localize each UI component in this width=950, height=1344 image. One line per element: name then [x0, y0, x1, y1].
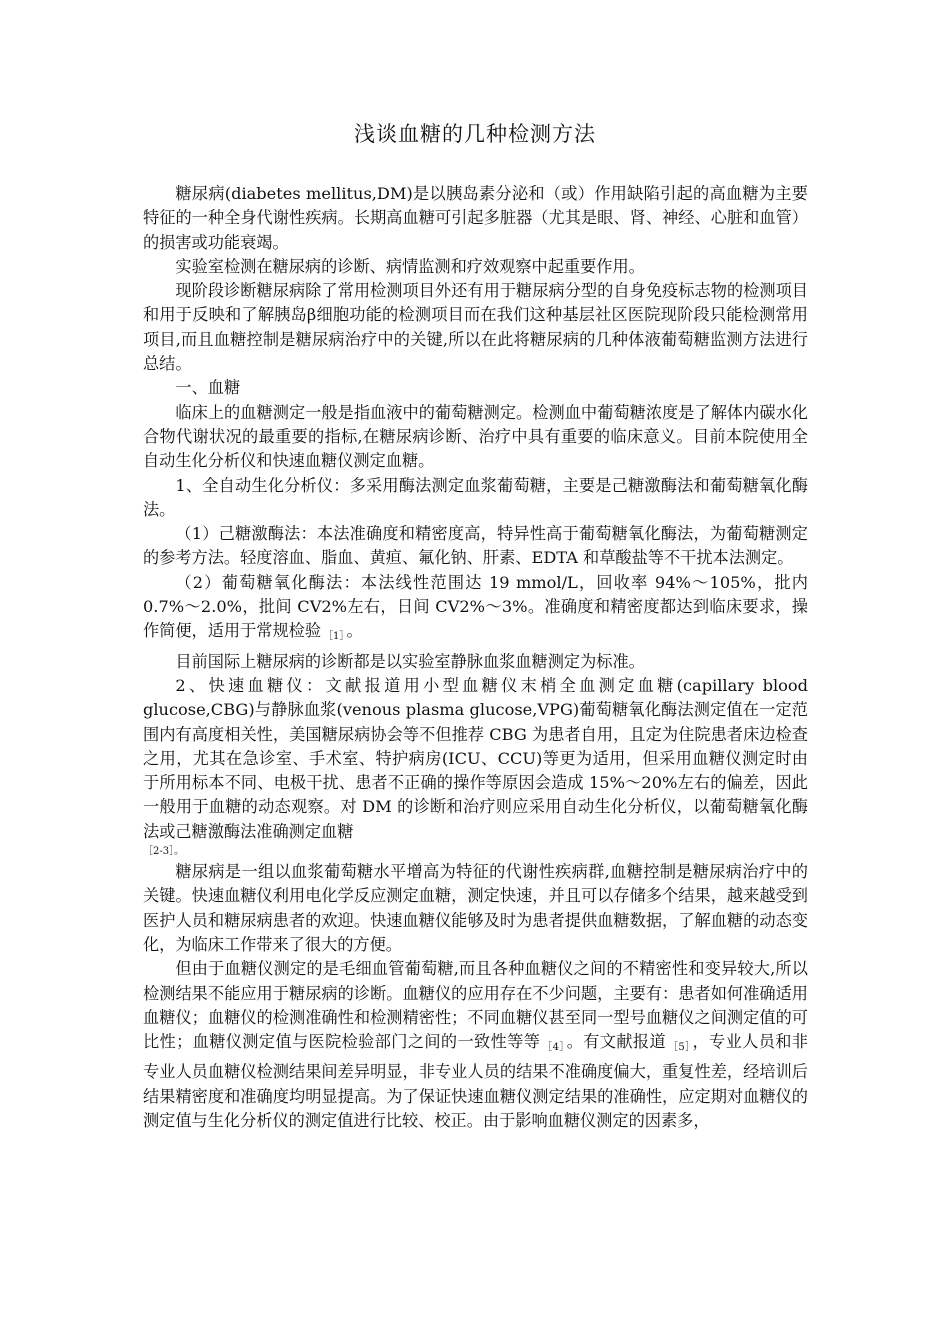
citation-ref: ［4］ [542, 1042, 565, 1054]
citation-ref: ［2-3］ [143, 846, 175, 858]
paragraph-hexokinase: （1）己糖激酶法：本法准确度和精密度高，特异性高于葡萄糖氧化酶法，为葡萄糖测定的参考方法。轻度溶血、脂血、黄疸、氟化钠、肝素、EDTA 和草酸盐等不干扰本法测定。 [143, 524, 808, 568]
citation-ref: ［5］ [668, 1042, 691, 1054]
paragraph-glucometer-issues [143, 957, 808, 1133]
paragraph-text: 2、快速血糖仪：文献报道用小型血糖仪末梢全血测定血糖(capillary blood glucose,CBG)与静脉血浆(venous plasma glucose,VPG)葡萄糖氧化酶法测定值在一定范围内有高度相关性，美国糖尿病协会等不但推荐 CBG 为患者自用，且定为住院患者床边检查之用，尤其在急诊室、手术室、特护病房(ICU、CCU)等更为适用，但采用血糖仪测定时由于所用标本不同、电极干扰、患者不正确的操作等原因会造成 15%～20%左右的偏差，因此一般用于血糖的动态观察。对 DM 的诊断和治疗则应采用自动生化分析仪，以葡萄糖氧化酶法或己糖激酶法准确测定血糖 [143, 675, 808, 841]
document-body [143, 182, 808, 1133]
paragraph-intro: 糖尿病(diabetes mellitus,DM)是以胰岛素分泌和（或）作用缺陷引起的高血糖为主要特征的一种全身代谢性疾病。长期高血糖可引起多脏器（尤其是眼、肾、神经、心脏和血管）的损害或功能衰竭。 [143, 184, 808, 252]
paragraph-diabetes-control: 糖尿病是一组以血浆葡萄糖水平增高为特征的代谢性疾病群,血糖控制是糖尿病治疗中的关键。快速血糖仪利用电化学反应测定血糖，测定快速，并且可以存储多个结果，越来越受到医护人员和糖尿病患者的欢迎。快速血糖仪能够及时为患者提供血糖数据，了解血糖的动态变化，为临床工作带来了很大的方便。 [143, 862, 808, 954]
paragraph-end: 。 [346, 621, 363, 641]
paragraph-lab-role: 实验室检测在糖尿病的诊断、病情监测和疗效观察中起重要作用。 [175, 256, 645, 276]
paragraph-international-standard: 目前国际上糖尿病的诊断都是以实验室静脉血浆血糖测定为标准。 [175, 651, 645, 671]
paragraph-text-3: ，专业人员和非专业人员血糖仪检测结果间差异明显，非专业人员的结果不准确度偏大，重复性差，经培训后结果精密度和准确度均明显提高。为了保证快速血糖仪测定结果的准确性，应定期对血糖仪的测定值与生化分析仪的测定值进行比较、校正。由于影响血糖仪测定的因素多， [143, 1032, 808, 1130]
paragraph-current-diagnosis: 现阶段诊断糖尿病除了常用检测项目外还有用于糖尿病分型的自身免疫标志物的检测项目和用于反映和了解胰岛β细胞功能的检测项目而在我们这种基层社区医院现阶段只能检测常用项目,而且血糖控制是糖尿病治疗中的关键,所以在此将糖尿病的几种体液葡萄糖监测方法进行总结。 [143, 281, 808, 374]
paragraph-text: （2）葡萄糖氧化酶法：本法线性范围达 19 mmol/L，回收率 94%～105%，批内 0.7%～2.0%，批间 CV2%左右，日间 CV2%～3%。准确度和精密度都达到临床要求，操作简便，适用于常规检验 [143, 572, 808, 641]
paragraph-glucometer [143, 674, 808, 860]
section-heading-blood-glucose: 一、血糖 [175, 378, 241, 398]
citation-ref: ［1］ [323, 631, 345, 643]
paragraph-glucose-oxidase [143, 571, 808, 650]
paragraph-biochem-analyzer: 1、全自动生化分析仪：多采用酶法测定血浆葡萄糖，主要是己糖激酶法和葡萄糖氧化酶法。 [143, 475, 808, 519]
paragraph-end: 。 [174, 846, 185, 858]
citation-ref-line [143, 844, 808, 860]
document-title: 浅谈血糖的几种检测方法 [354, 122, 596, 146]
paragraph-text-1: 但由于血糖仪测定的是毛细血管葡萄糖,而且各种血糖仪之间的不精密性和变异较大,所以检测结果不能应用于糖尿病的诊断。血糖仪的应用存在不少问题，主要有：患者如何准确适用血糖仪；血糖仪的检测准确性和检测精密性；不同血糖仪甚至同一型号血糖仪之间测定值的可比性；血糖仪测定值与医院检验部门之间的一致性等等 [143, 959, 808, 1052]
paragraph-text-2: 。有文献报道 [566, 1032, 667, 1052]
paragraph-clinical-glucose: 临床上的血糖测定一般是指血液中的葡萄糖测定。检测血中葡萄糖浓度是了解体内碳水化合物代谢状况的最重要的指标,在糖尿病诊断、治疗中具有重要的临床意义。目前本院使用全自动生化分析仪和快速血糖仪测定血糖。 [143, 402, 808, 471]
